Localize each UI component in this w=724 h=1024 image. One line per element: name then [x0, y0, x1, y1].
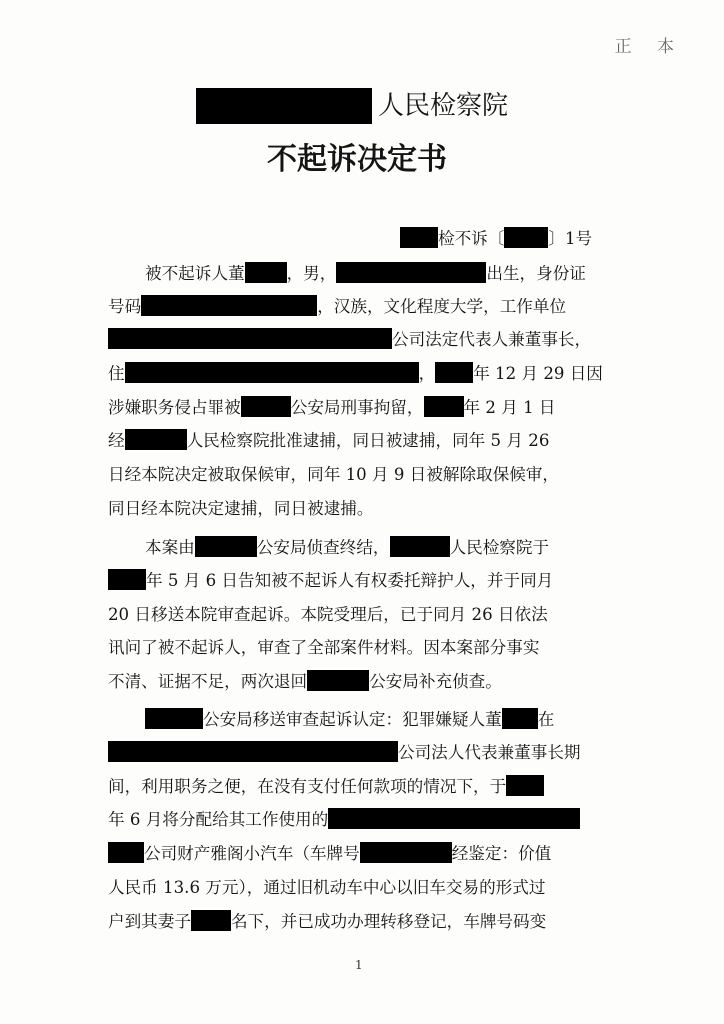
- paragraph-line: 不清、证据不足，两次退回 公安局补充侦查。: [108, 672, 502, 691]
- redaction-block: [504, 227, 548, 248]
- paragraph-line: 住 ， 年 12 月 29 日因: [108, 364, 603, 383]
- document-title: [0, 134, 724, 178]
- redaction-block: [307, 670, 369, 691]
- paragraph-line: 年 5 月 6 日告知被不起诉人有权委托辩护人，并于同月: [108, 569, 553, 593]
- paragraph-line: 本案由 公安局侦查终结， 人民检察院于: [145, 538, 550, 557]
- redaction-block: [108, 741, 398, 762]
- redaction-block: [328, 808, 580, 829]
- paragraph-line: 讯问了被不起诉人，审查了全部案件材料。因本案部分事实: [108, 638, 540, 657]
- paragraph-line: 20 日移送本院审查起诉。本院受理后，已于同月 26 日依法: [108, 605, 548, 624]
- paragraph-line: 公安局移送审查起诉认定：犯罪嫌疑人董 在: [145, 708, 554, 732]
- redaction-block: [400, 227, 438, 248]
- paragraph-line: 涉嫌职务侵占罪被 公安局刑事拘留， 年 2 月 1 日: [108, 398, 556, 417]
- original-copy-stamp: 正 本: [614, 37, 684, 57]
- redaction-block: [145, 708, 203, 729]
- redaction-block: [360, 842, 452, 863]
- redaction-block: [502, 708, 538, 729]
- redaction-block: [108, 569, 146, 590]
- redaction-block: [424, 396, 464, 417]
- redaction-block: [195, 536, 257, 557]
- paragraph-line: 号码 ，汉族，文化程度大学，工作单位: [108, 297, 567, 316]
- paragraph-line: 公司财产雅阁小汽车（车牌号 经鉴定：价值: [108, 842, 551, 866]
- redaction-block: [336, 262, 486, 283]
- page-number: 1: [355, 958, 363, 972]
- paragraph-line: 公司法定代表人兼董事长，: [108, 328, 591, 352]
- org-suffix: 人民检察院: [378, 91, 509, 121]
- paragraph-line: 经 人民检察院批准逮捕，同日被逮捕，同年 5 月 26: [108, 431, 550, 450]
- procuratorate-name: [0, 86, 724, 126]
- redaction-block: [108, 328, 392, 349]
- paragraph-line: 年 6 月将分配给其工作使用的: [108, 808, 580, 832]
- paragraph-line: 同日经本院决定逮捕，同日被逮捕。: [108, 499, 374, 518]
- document-number: 检不诉〔 〕1号: [400, 227, 592, 251]
- paragraph-line: 被不起诉人董 ，男， 出生，身份证: [145, 264, 586, 283]
- redaction-block: [435, 362, 473, 383]
- paragraph-line: 间，利用职务之便，在没有支付任何款项的情况下，于: [108, 775, 544, 799]
- paragraph-line: 日经本院决定被取保候审，同年 10 月 9 日被解除取保候审，: [108, 465, 560, 484]
- redaction-block: [506, 775, 544, 796]
- redaction-block: [108, 842, 144, 863]
- redaction-block: [241, 396, 291, 417]
- paragraph-line: 公司法人代表兼董事长期: [108, 741, 581, 765]
- redaction-block: [125, 429, 187, 450]
- paragraph-line: 户到其妻子 名下，并已成功办理转移登记，车牌号码变: [108, 912, 547, 931]
- redaction-block: [141, 295, 317, 316]
- redaction-block: [245, 262, 287, 283]
- redaction-block: [125, 362, 419, 383]
- redaction-block: [390, 536, 450, 557]
- redaction-block: [191, 910, 231, 931]
- document-title-text: 不起诉决定书: [267, 142, 447, 177]
- redaction-block: [196, 88, 372, 124]
- paragraph-line: 人民币 13.6 万元），通过旧机动车中心以旧车交易的形式过: [108, 878, 546, 897]
